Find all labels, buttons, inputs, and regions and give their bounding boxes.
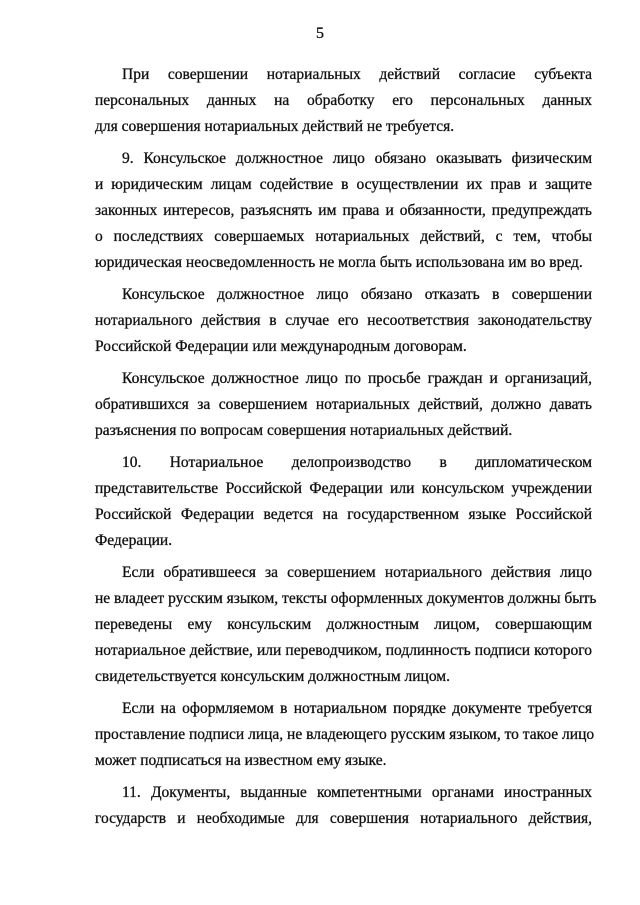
text-line: Российской Федерации ведется на государственном языке Российской xyxy=(95,506,592,523)
text-line: персональных данных на обработку его персональных данных xyxy=(95,92,592,109)
text-line: юридическая неосведомленность не могла быть использована им во вред. xyxy=(95,254,583,271)
text-line: не владеет русским языком, тексты оформленных документов должны быть xyxy=(95,590,597,607)
text-line: законных интересов, разъяснять им права и обязанности, предупреждать xyxy=(95,202,592,219)
text-line: При совершении нотариальных действий согласие субъекта xyxy=(122,66,592,83)
text-line: обратившихся за совершением нотариальных действий, должно давать xyxy=(95,396,592,413)
text-line: 11. Документы, выданные компетентными органами иностранных xyxy=(122,784,592,801)
document-body xyxy=(95,62,597,838)
text-line: Консульское должностное лицо по просьбе граждан и организаций, xyxy=(122,370,592,387)
paragraph xyxy=(95,62,592,140)
text-line: нотариального действия в случае его несоответствия законодательству xyxy=(95,312,592,329)
text-line: свидетельствуется консульским должностным лицом. xyxy=(95,668,450,685)
text-line: 10. Нотариальное делопроизводство в дипломатическом xyxy=(122,454,592,471)
text-line: Консульское должностное лицо обязано отказать в совершении xyxy=(122,286,592,303)
text-line: нотариальное действие, или переводчиком, подлинность подписи которого xyxy=(95,642,592,659)
text-line: Российской Федерации или международным договорам. xyxy=(95,338,467,355)
text-line: переведены ему консульским должностным лицом, совершающим xyxy=(95,616,592,633)
text-line: может подписаться на известном ему языке. xyxy=(95,752,387,769)
paragraph xyxy=(95,282,592,360)
text-line: проставление подписи лица, не владеющего русским языком, то такое лицо xyxy=(95,726,595,743)
text-line: 9. Консульское должностное лицо обязано оказывать физическим xyxy=(122,150,592,167)
paragraph xyxy=(95,366,592,444)
text-line: о последствиях совершаемых нотариальных действий, с тем, чтобы xyxy=(95,228,592,245)
text-line: государств и необходимые для совершения нотариального действия, xyxy=(95,810,592,827)
paragraph xyxy=(95,780,592,832)
text-line: Если обратившееся за совершением нотариального действия лицо xyxy=(122,564,592,581)
text-line: и юридическим лицам содействие в осуществлении их прав и защите xyxy=(95,176,592,193)
paragraph xyxy=(95,696,595,774)
page-number: 5 xyxy=(316,25,324,42)
paragraph xyxy=(95,450,592,554)
paragraph xyxy=(95,560,597,690)
text-line: для совершения нотариальных действий не требуется. xyxy=(95,118,455,135)
text-line: Федерации. xyxy=(95,532,173,549)
text-line: разъяснения по вопросам совершения нотариальных действий. xyxy=(95,422,513,439)
text-line: Если на оформляемом в нотариальном порядке документе требуется xyxy=(122,700,592,717)
paragraph xyxy=(95,146,592,276)
text-line: представительстве Российской Федерации или консульском учреждении xyxy=(95,480,592,497)
